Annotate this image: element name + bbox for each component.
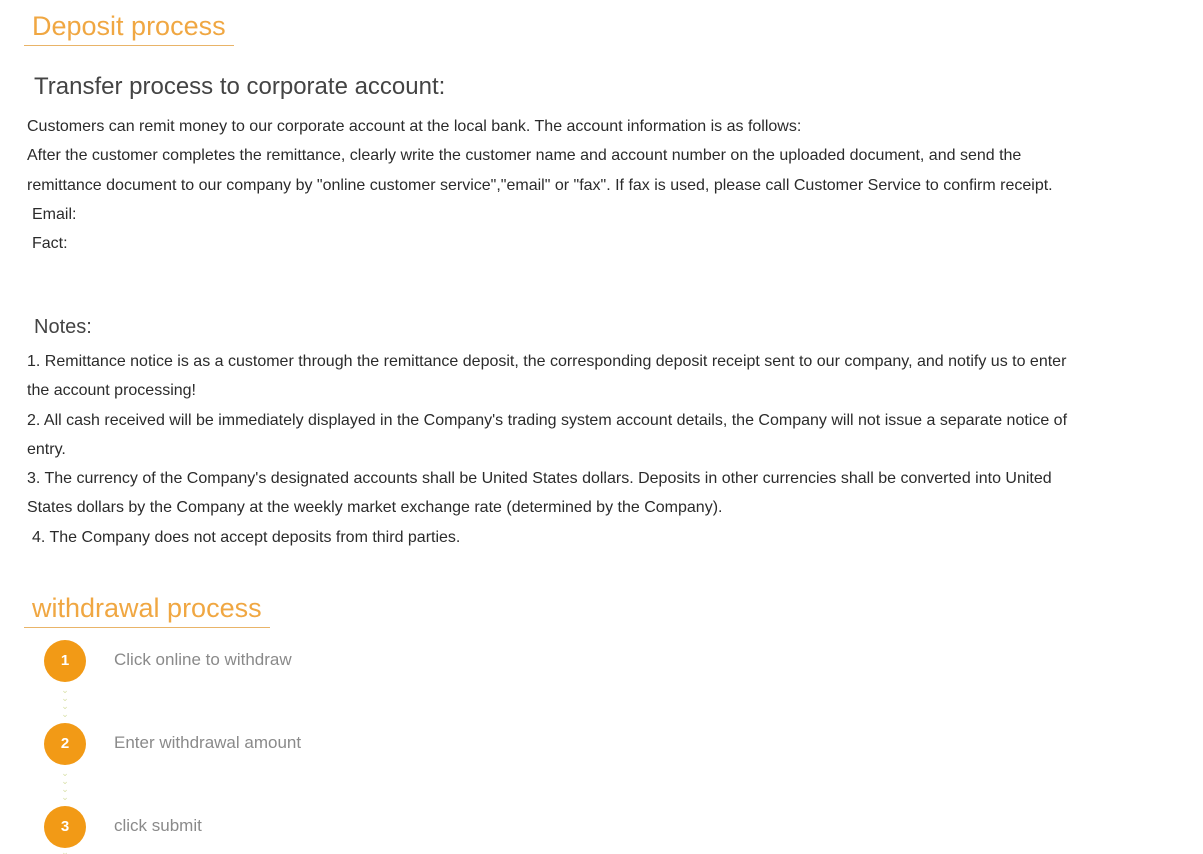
step-label: Enter withdrawal amount — [114, 733, 302, 752]
step-number-badge: 3 — [44, 806, 86, 848]
step-label: Click online to withdraw — [114, 650, 292, 669]
step-number-badge: 1 — [44, 640, 86, 682]
step-label: click submit — [114, 816, 202, 835]
note-item: 1. Remittance notice is as a customer through the remittance deposit, the corresponding deposit receipt sent to our company, and notify us to enter the account processing! — [27, 353, 1067, 400]
remittance-instructions-text: After the customer completes the remittance, clearly write the customer name and account number on the uploaded document, and send the remittance document to our company by "online customer service","email" or "fax". If fax is used, please call Customer Service to confirm receipt. — [27, 147, 1053, 194]
step-connector-chevrons: ⌄ — [61, 848, 69, 854]
transfer-intro-text: Customers can remit money to our corporate account at the local bank. The account information is as follows: — [27, 118, 802, 135]
step-number-badge: 2 — [44, 723, 86, 765]
notes-heading: Notes: — [34, 316, 92, 338]
transfer-heading: Transfer process to corporate account: — [34, 73, 446, 100]
fax-label: Fact: — [32, 235, 68, 253]
notes-list — [27, 347, 1072, 552]
email-label: Email: — [32, 205, 77, 223]
transfer-body — [27, 112, 1072, 258]
note-item: 3. The currency of the Company's designated accounts shall be United States dollars. Deposits in other currencies shall be converted into United States dollars by the Company at the weekly market exchange rate (determined by the Company). — [27, 470, 1052, 517]
step-connector-chevrons: ⌄ ⌄ ⌄ ⌄ — [61, 686, 69, 719]
deposit-section-title: Deposit process — [24, 9, 234, 46]
withdrawal-section-title: withdrawal process — [24, 591, 270, 628]
withdrawal-steps — [44, 640, 444, 854]
step-connector-chevrons: ⌄ ⌄ ⌄ ⌄ — [61, 769, 69, 802]
note-item: 4. The Company does not accept deposits from third parties. — [32, 528, 461, 546]
note-item: 2. All cash received will be immediately displayed in the Company's trading system account details, the Company will not issue a separate notice of entry. — [27, 411, 1068, 458]
